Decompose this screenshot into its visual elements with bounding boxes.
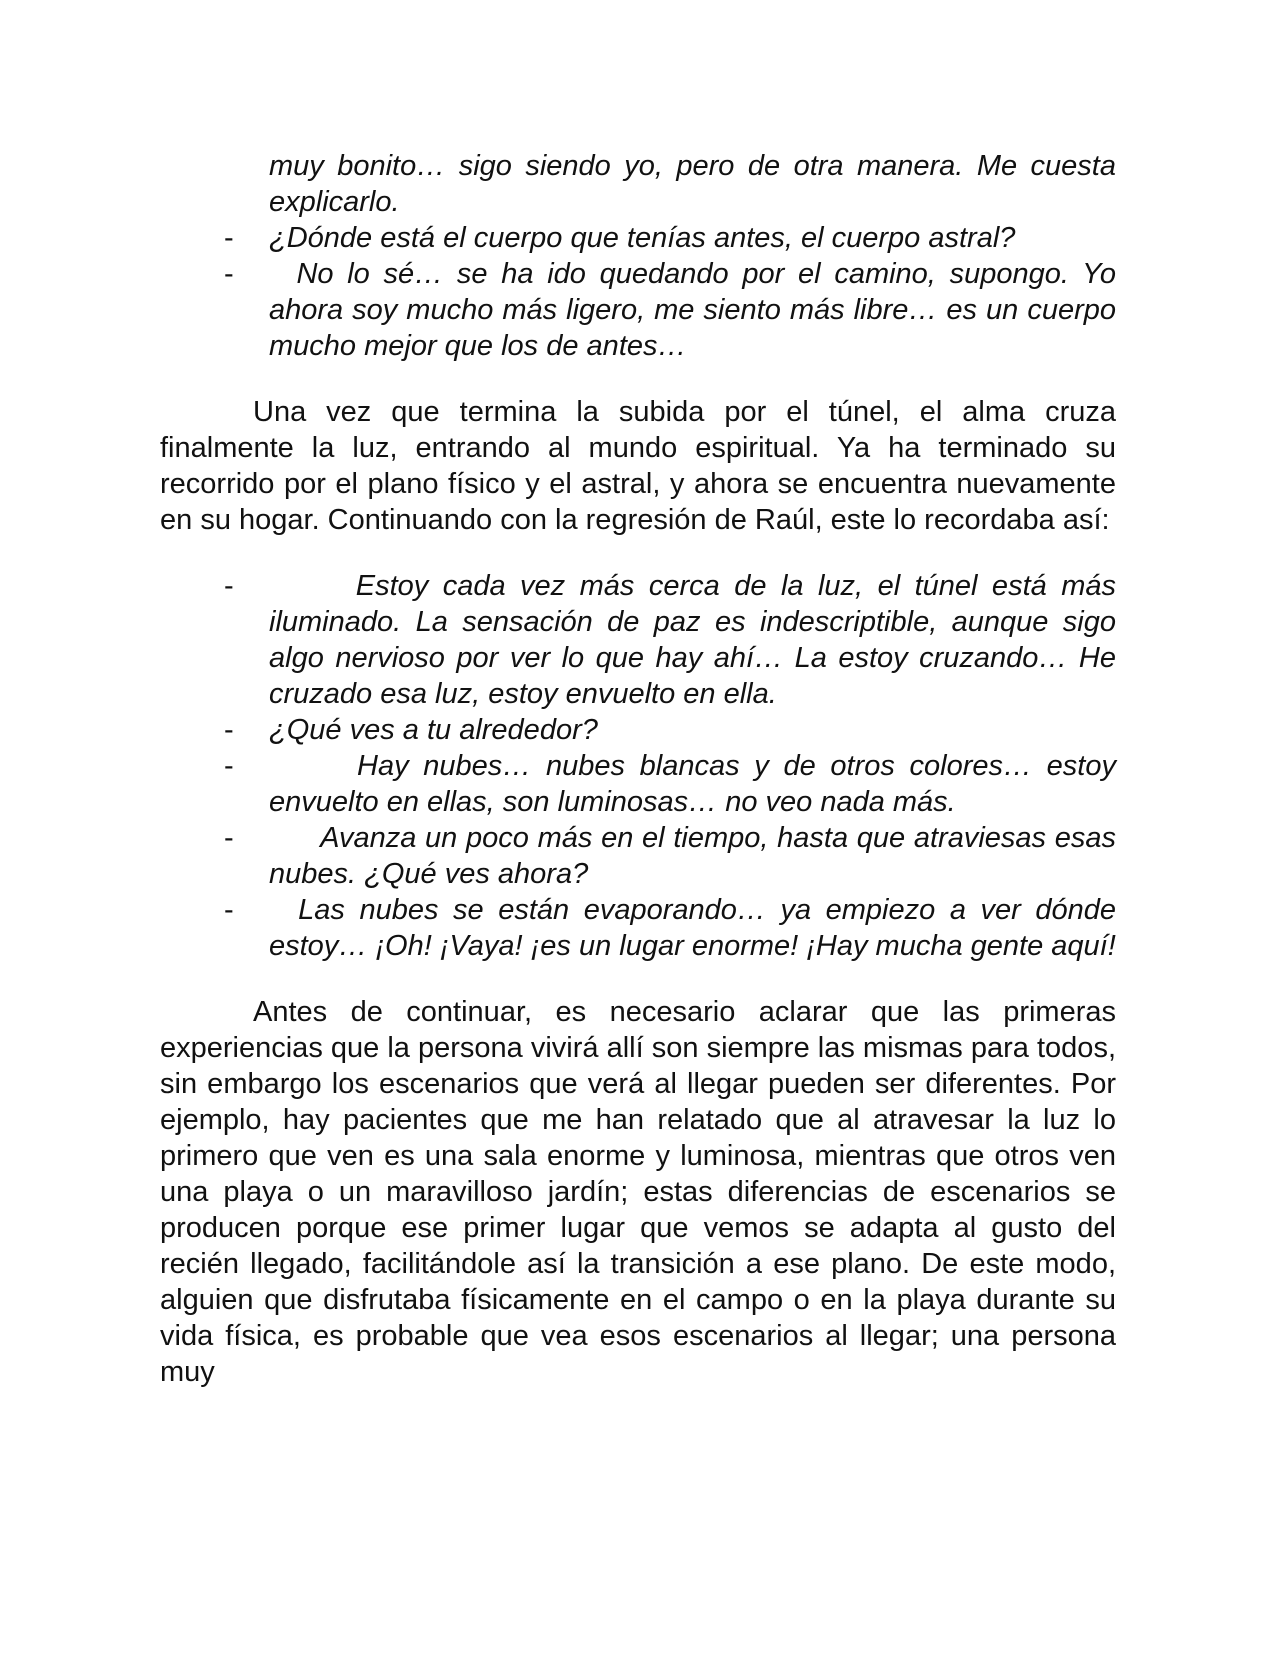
dialogue-dash: - [224, 894, 234, 926]
dialogue-dash: - [224, 714, 234, 746]
dialogue-text: Las nubes se están evaporando… ya empiezo a ver dónde estoy… ¡Oh! ¡Vaya! ¡es un lugar enorme! ¡Hay mucha gente aquí! [269, 894, 1116, 962]
dialogue-line [160, 256, 1116, 364]
dialogue-line [160, 712, 1116, 748]
dialogue-text: Estoy cada vez más cerca de la luz, el túnel está más iluminado. La sensación de paz es indescriptible, aunque sigo algo nervioso por ver lo que hay ahí… La estoy cruzando… He cruzado esa luz, estoy envuelto en ella. [269, 570, 1116, 710]
dialogue-line [160, 148, 1116, 220]
dialogue-dash: - [224, 258, 234, 290]
body-paragraph-1: Una vez que termina la subida por el túnel, el alma cruza finalmente la luz, entrando al mundo espiritual. Ya ha terminado su recorrido por el plano físico y el astral, y ahora se encuentra nuevamente en su hogar. Continuando con la regresión de Raúl, este lo recordaba así: [160, 396, 1116, 536]
dialogue-text: ¿Qué ves a tu alrededor? [269, 714, 598, 746]
dialogue-text: muy bonito… sigo siendo yo, pero de otra manera. Me cuesta explicarlo. [269, 150, 1116, 218]
dialogue-dash: - [224, 822, 234, 854]
dialogue-block-2 [160, 568, 1116, 964]
dialogue-line [160, 748, 1116, 820]
body-paragraph-2: Antes de continuar, es necesario aclarar que las primeras experiencias que la persona vivirá allí son siempre las mismas para todos, sin embargo los escenarios que verá al llegar pueden ser diferentes. Por ejemplo, hay pacientes que me han relatado que al atravesar la luz lo primero que ven es una sala enorme y luminosa, mientras que otros ven una playa o un maravilloso jardín; estas diferencias de escenarios se producen porque ese primer lugar que vemos se adapta al gusto del recién llegado, facilitándole así la transición a ese plano. De este modo, alguien que disfrutaba físicamente en el campo o en la playa durante su vida física, es probable que vea esos escenarios al llegar; una persona muy [160, 996, 1116, 1388]
dialogue-dash: - [224, 222, 234, 254]
dialogue-text: ¿Dónde está el cuerpo que tenías antes, el cuerpo astral? [269, 222, 1016, 254]
dialogue-text: No lo sé… se ha ido quedando por el camino, supongo. Yo ahora soy mucho más ligero, me siento más libre… es un cuerpo mucho mejor que los de antes… [269, 258, 1116, 362]
dialogue-dash: - [224, 570, 234, 602]
dialogue-line [160, 820, 1116, 892]
document-page [160, 148, 1116, 1390]
dialogue-line [160, 892, 1116, 964]
dialogue-line [160, 568, 1116, 712]
dialogue-text: Avanza un poco más en el tiempo, hasta que atraviesas esas nubes. ¿Qué ves ahora? [269, 822, 1116, 890]
dialogue-text: Hay nubes… nubes blancas y de otros colores… estoy envuelto en ellas, son luminosas… no veo nada más. [269, 750, 1116, 818]
dialogue-line [160, 220, 1116, 256]
dialogue-dash: - [224, 750, 234, 782]
dialogue-block-1 [160, 148, 1116, 364]
